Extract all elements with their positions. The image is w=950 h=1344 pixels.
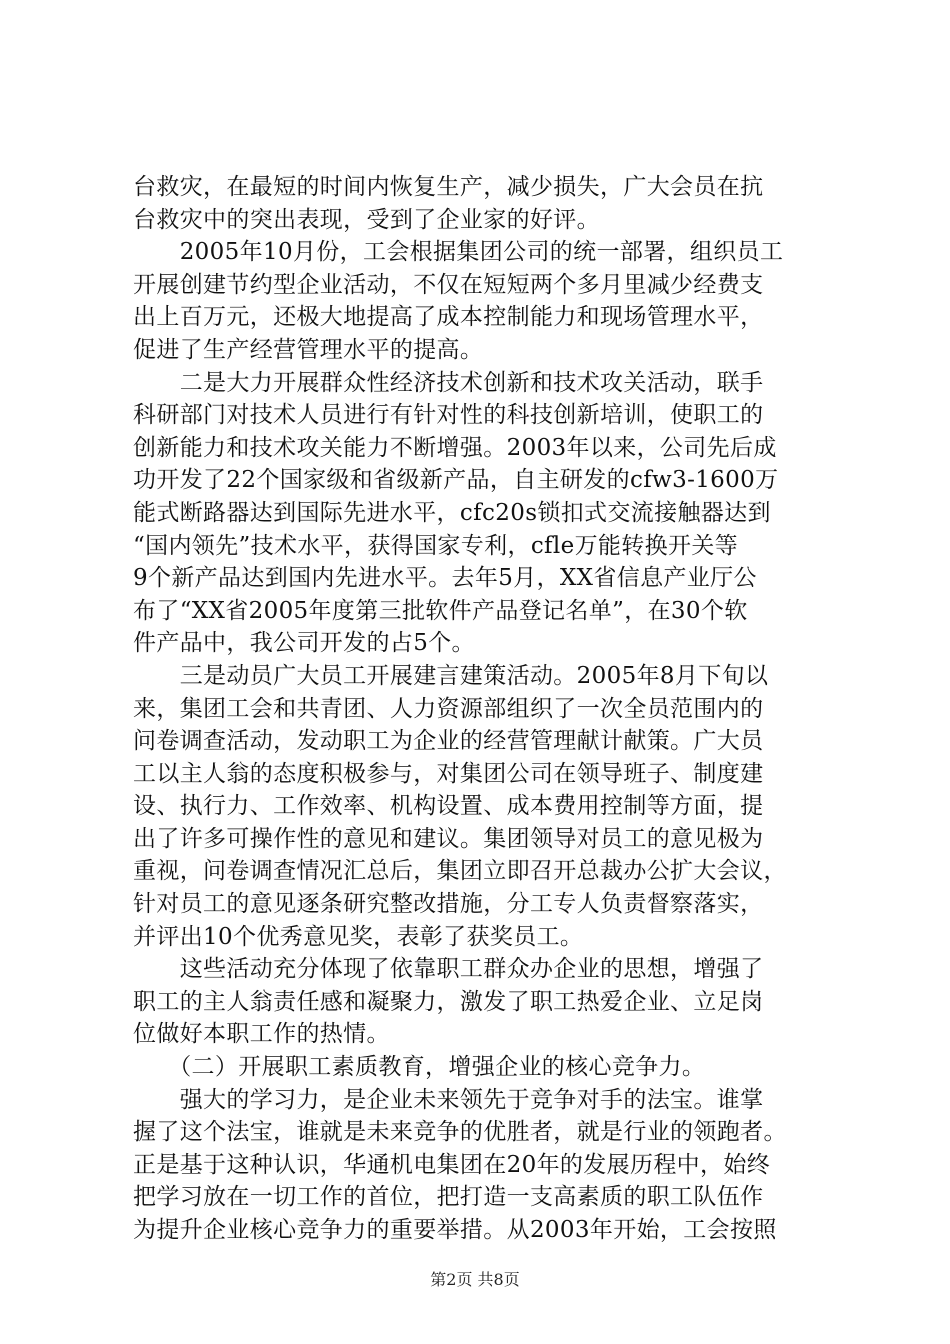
text-line: 为提升企业核心竞争力的重要举措。从2003年开始，工会按照 [133,1217,777,1243]
text-line: “国内领先”技术水平，获得国家专利，cfle万能转换开关等 [133,532,739,559]
text-line: 9个新产品达到国内先进水平。去年5月，XX省信息产业厅公 [133,565,757,592]
text-line: 出了许多可操作性的意见和建议。集团领导对员工的意见极为 [133,825,764,852]
text-line: 针对员工的意见逐条研究整改措施，分工专人负责督察落实， [133,891,764,918]
text-line: 把学习放在一切工作的首位，把打造一支高素质的职工队伍作 [133,1184,764,1211]
text-line: 开展创建节约型企业活动，不仅在短短两个多月里减少经费支 [133,271,764,298]
text-line: 促进了生产经营管理水平的提高。 [133,336,484,363]
text-line: 台救灾，在最短的时间内恢复生产，减少损失，广大会员在抗 [133,174,764,200]
text-line: 正是基于这种认识，华通机电集团在20年的发展历程中，始终 [133,1151,771,1178]
text-line: 功开发了22个国家级和省级新产品，自主研发的cfw3-1600万 [133,467,779,494]
text-line: 重视，问卷调查情况汇总后，集团立即召开总裁办公扩大会议， [133,858,787,885]
text-line: 这些活动充分体现了依靠职工群众办企业的思想，增强了 [133,956,764,983]
text-line: 布了“XX省2005年度第三批软件产品登记名单”，在30个软 [133,597,748,624]
text-line: 强大的学习力，是企业未来领先于竞争对手的法宝。谁掌 [133,1086,764,1113]
text-line: 职工的主人翁责任感和凝聚力，激发了职工热爱企业、立足岗 [133,988,764,1015]
text-line: 工以主人翁的态度积极参与，对集团公司在领导班子、制度建 [133,760,764,787]
document-body [133,171,833,1247]
text-line: 出上百万元，还极大地提高了成本控制能力和现场管理水平， [133,304,764,331]
text-line: 二是大力开展群众性经济技术创新和技术攻关活动，联手 [133,369,764,396]
text-line: 2005年10月份，工会根据集团公司的统一部署，组织员工 [133,239,784,266]
text-line: 台救灾中的突出表现，受到了企业家的好评。 [133,206,600,233]
text-line: 位做好本职工作的热情。 [133,1021,390,1048]
text-line: 并评出10个优秀意见奖，表彰了获奖员工。 [133,923,584,950]
text-line: 三是动员广大员工开展建言建策活动。2005年8月下旬以 [133,662,769,689]
text-line: 来，集团工会和共青团、人力资源部组织了一次全员范围内的 [133,695,764,722]
text-line: 创新能力和技术攻关能力不断增强。2003年以来，公司先后成 [133,434,777,461]
text-line: 能式断路器达到国际先进水平，cfc20s锁扣式交流接触器达到 [133,499,771,526]
text-line: （二）开展职工素质教育，增强企业的核心竞争力。 [133,1054,706,1081]
page-number-footer: 第2页 共8页 [430,1270,520,1289]
text-line: 握了这个法宝，谁就是未来竞争的优胜者，就是行业的领跑者。 [133,1119,787,1146]
text-line: 设、执行力、工作效率、机构设置、成本费用控制等方面，提 [133,793,764,820]
text-line: 科研部门对技术人员进行有针对性的科技创新培训，使职工的 [133,402,764,429]
text-line: 问卷调查活动，发动职工为企业的经营管理献计献策。广大员 [133,728,764,755]
text-line: 件产品中，我公司开发的占5个。 [133,630,475,657]
